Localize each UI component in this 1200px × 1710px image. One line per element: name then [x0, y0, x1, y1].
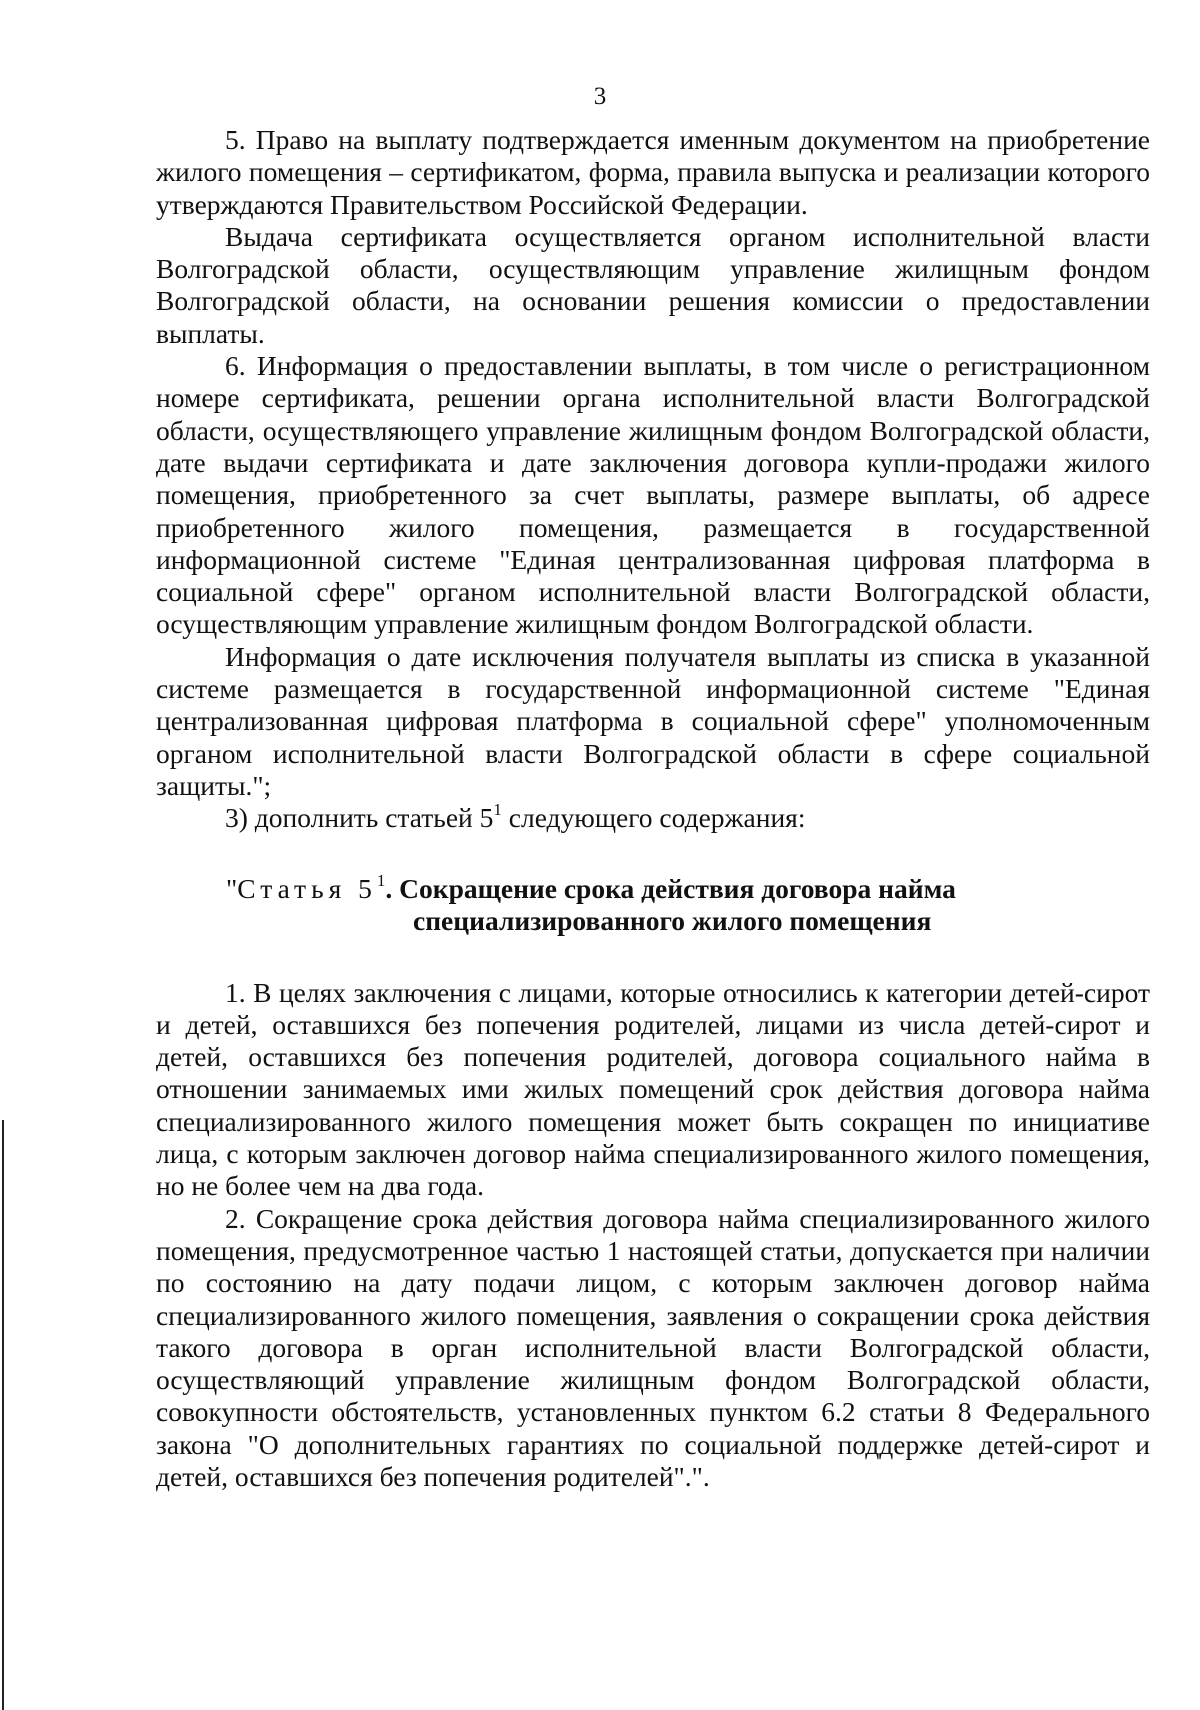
article-title-line2: специализированного жилого помещения — [413, 904, 932, 936]
scan-edge-line — [2, 1120, 4, 1710]
paragraph-amendment-3 — [156, 802, 1150, 834]
amendment-text-after: следующего содержания: — [501, 802, 806, 834]
paragraph-5: 5. Право на выплату подтверждается именным документом на приобретение жилого помещения – сертификатом, форма, правила выпуска и реализации которого утверждаются Правительством Российской Федерации. — [156, 124, 1150, 220]
article-label: Статья 5 — [237, 872, 377, 904]
article-open-quote: " — [226, 872, 238, 904]
page-number: 3 — [593, 83, 607, 110]
paragraph-certificate-issuance: Выдача сертификата осуществляется органом исполнительной власти Волгоградской области, осуществляющим управление жилищным фондом Волгоградской области, на основании решения комиссии о предоставлении выплаты. — [156, 220, 1150, 349]
paragraph-exclusion-info: Информация о дате исключения получателя выплаты из списка в указанной системе размещается в государственной информационной системе "Единая централизованная цифровая платформа в социальной сфере" уполномоченным органом исполнительной власти Волгоградской области в сфере социальной защиты."; — [156, 640, 1150, 801]
paragraph-6: 6. Информация о предоставлении выплаты, в том числе о регистрационном номере сертификата, решении органа исполнительной власти Волгоградской области, осуществляющего управление жилищным фондом Волгоградской области, дате выдачи сертификата и дате заключения договора купли-продажи жилого помещения, приобретенного за счет выплаты, размере выплаты, об адресе приобретенного жилого помещения, размещается в государственной информационной системе "Единая централизованная цифровая платформа в социальной сфере" органом исполнительной власти Волгоградской области, осуществляющим управление жилищным фондом Волгоградской области. — [156, 350, 1150, 640]
article-title-line1: . Сокращение срока действия договора найма — [385, 872, 956, 904]
article-paragraph-2: 2. Сокращение срока действия договора найма специализированного жилого помещения, предусмотренное частью 1 настоящей статьи, допускается при наличии по состоянию на дату подачи лицом, с которым заключен договор найма специализированного жилого помещения, заявления о сокращении срока действия такого договора в орган исполнительной власти Волгоградской области, осуществляющий управление жилищным фондом Волгоградской области, совокупности обстоятельств, установленных пунктом 6.2 статьи 8 Федерального закона "О дополнительных гарантиях по социальной поддержке детей-сирот и детей, оставшихся без попечения родителей".". — [156, 1202, 1150, 1492]
amendment-superscript: 1 — [493, 800, 502, 820]
article-paragraph-1: 1. В целях заключения с лицами, которые относились к категории детей-сирот и детей, оставшихся без попечения родителей, лицами из числа детей-сирот и детей, оставшихся без попечения родителей, договора социального найма в отношении занимаемых ими жилых помещений срок действия договора найма специализированного жилого помещения может быть сокращен по инициативе лица, с которым заключен договор найма специализированного жилого помещения, но не более чем на два года. — [156, 976, 1150, 1202]
article-heading-line1 — [156, 870, 1150, 905]
amendment-text-before: 3) дополнить статьей 5 — [225, 802, 494, 834]
article-label-superscript: 1 — [376, 870, 386, 890]
article-heading — [156, 870, 1150, 937]
document-text — [156, 124, 1150, 1493]
